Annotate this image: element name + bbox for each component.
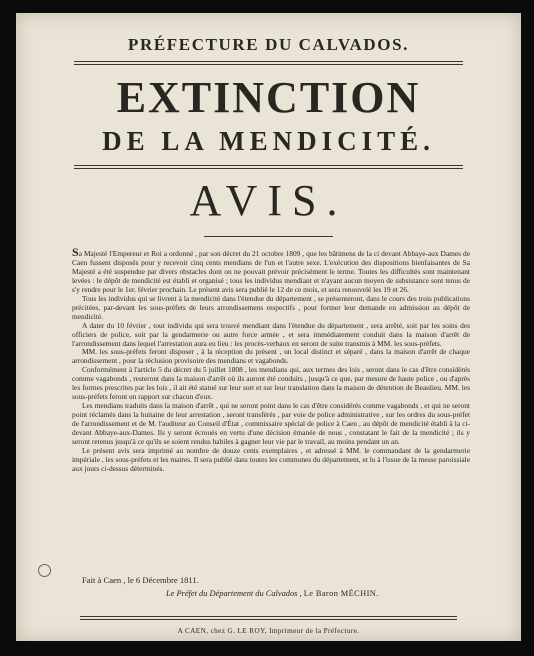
signature-prefix: Le Préfet du Département du Calvados , — [166, 589, 302, 598]
avis-rule — [204, 236, 333, 237]
heading-rule-top — [74, 61, 463, 65]
paragraph-6: Les mendians traduits dans la maison d'arrêt , qui ne seront point dans le cas d'être considérés comme vagabonds , et qui ne seront point réclamés dans la huitaine de leur arrestation , seront transférés , par voie de police administrative , sur les ordres du sous-préfet de l'arrondissement et de M. l'auditeur au Conseil d'État , commissaire spécial de police à Caen , au dépôt de mendicité établi à la ci-devant Abbaye-aux-Dames. Ils y seront écroués en vertu d'une décision émanée de nous , constatant le fait de la mendicité ; ils y seront retenus jusqu'à ce qu'ils se soient rendus habiles à gagner leur vie par le travail, au moins pendant un an. — [72, 401, 470, 447]
printer-imprint: A CAEN, chez G. LE ROY, Imprimeur de la Préfecture. — [177, 627, 360, 635]
avis-heading: AVIS. — [189, 176, 348, 225]
title-extinction: EXTINCTION — [116, 73, 421, 122]
prefecture-heading: PRÉFECTURE DU CALVADOS. — [128, 35, 409, 54]
paragraph-7: Le présent avis sera imprimé au nombre de douze cents exemplaires , et adressé à MM. le commandant de la gendarmerie impériale , les sous-préfets et les maires. Il sera publié dans toutes les communes du département, et lu à l'issue de la messe paroissiale aux jours ci-dessus déterminés. — [72, 445, 470, 473]
drop-cap: S — [72, 245, 79, 259]
paragraph-2: Tous les individus qui se livrent à la mendicité dans l'étendue du département , se présenteront, dans le cours des trois publications précitées, par-devant les sous-préfets de leurs arrondissemens respectifs , pour former leur demande en admission au dépôt de mendicité. — [72, 293, 470, 321]
paragraph-4: MM. les sous-préfets feront disposer , à la réception du présent , un local distinct et séparé , dans la maison d'arrêt de chaque arrondissement , pour la réclusion provisoire des mendians et vagabonds. — [72, 347, 470, 366]
paragraph-1 — [72, 245, 470, 295]
heading-rule-middle — [74, 165, 463, 169]
paragraph-3: A dater du 10 février , tout individu qui sera trouvé mendiant dans l'étendue du département , sera arrêté, soit par les soins des officiers de police, soit par la gendarmerie ou autre force armée , et sera immédiatement conduit dans la maison d'arrêt de l'arrondissement dans lequel l'arrestation aura eu lieu : les procès-verbaux en seront de suite transmis à MM. les sous-préfets. — [72, 320, 470, 348]
title-mendicite: DE LA MENDICITÉ. — [102, 126, 435, 156]
decree-body — [72, 245, 470, 474]
paragraph-1-text: a Majesté l'Empereur et Roi a ordonné , par son décret du 21 octobre 1809 , que les bâtimens de la ci devant Abbaye-aux Dames de Caen fussent disposés pour y recevoir cinq cents mendians de l'un et l'autre sexe. L'exécution des dispositions bienfaisantes de Sa Majesté a été suspendue par divers obstacles dont on ne pouvait prévoir précisément le terme. Toutes les difficultés sont maintenant levées : le dépôt de mendicité est établi et organisé ; tous les individus mendiant et n'ayant aucun moyen de subsistance sont tenus de s'y rendre pour le 1er. février prochain. Le présent avis sera publié le 12 de ce mois, et sera renouvelé les 19 et 26. — [72, 249, 470, 294]
signature-line — [166, 589, 379, 598]
paragraph-5: Conformément à l'article 5 du décret du 5 juillet 1808 , les mendians qui, aux termes des lois , seront dans le cas d'être considérés comme vagabonds , resteront dans la maison d'arrêt où ils auront été conduits , jusqu'à ce que, par mesure de haute police , ou d'après les formes prescrites par les lois , il ait été statué sur leur sort et sur leur translation dans la maison de détention de Beaulieu. MM. les sous-préfets feront un rapport sur chacun d'eux. — [72, 365, 470, 402]
footer-rule — [80, 616, 457, 620]
poster-sheet — [16, 13, 521, 641]
signature-name: Le Baron MÉCHIN. — [303, 589, 379, 598]
date-line: Fait à Caen , le 6 Décembre 1811. — [82, 575, 199, 585]
archive-stamp — [38, 564, 51, 577]
